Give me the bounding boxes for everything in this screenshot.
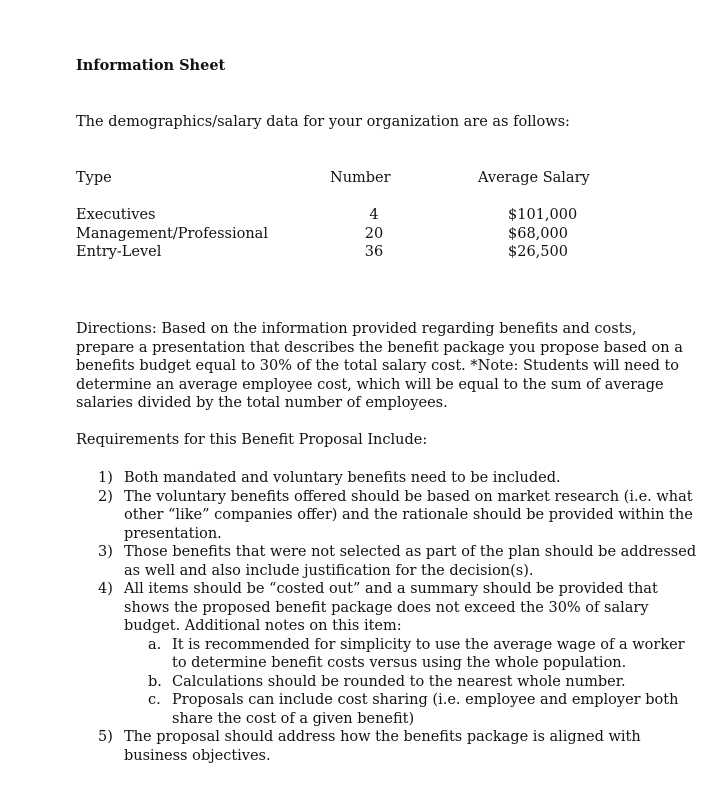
- list-line: Those benefits that were not selected as part of the plan should be addressed: [124, 544, 697, 560]
- requirements-heading: Requirements for this Benefit Proposal Include:: [76, 432, 428, 448]
- list-line: All items should be “costed out” and a summary should be provided that: [124, 581, 658, 597]
- list-line: shows the proposed benefit package does not exceed the 30% of salary: [124, 599, 649, 616]
- list-line: The proposal should address how the benefits package is aligned with: [124, 729, 641, 745]
- page-title: Information Sheet: [76, 57, 226, 74]
- number-cell: 4: [369, 207, 379, 223]
- list-number: 4): [98, 581, 113, 597]
- number-cell: 36: [364, 244, 384, 260]
- header-type: Type: [76, 170, 112, 186]
- list-line: as well and also include justification for the decision(s).: [124, 562, 534, 579]
- list-item: [98, 488, 693, 544]
- list-item: [98, 728, 668, 765]
- type-cell: Executives: [76, 207, 156, 223]
- sub-list-item: [98, 691, 679, 728]
- directions-line: prepare a presentation that describes the benefit package you propose based on a: [76, 339, 683, 356]
- sub-list-line: Calculations should be rounded to the nearest whole number.: [172, 673, 626, 690]
- header-average-salary: Average Salary: [478, 170, 590, 186]
- sub-list-item: [98, 673, 668, 692]
- type-cell: Entry-Level: [76, 244, 162, 260]
- number-column: [350, 206, 398, 262]
- header-number: Number: [330, 170, 391, 186]
- sub-list-letter: b.: [148, 673, 162, 690]
- directions-line: benefits budget equal to 30% of the total salary cost. *Note: Students will need to: [76, 358, 680, 374]
- sub-list-item: [98, 636, 685, 673]
- number-cell: 20: [364, 225, 384, 242]
- list-number: 2): [98, 488, 113, 505]
- list-number: 5): [98, 729, 113, 745]
- requirements-list: [98, 469, 697, 765]
- list-line: presentation.: [124, 525, 222, 542]
- list-line: Both mandated and voluntary benefits need to be included.: [124, 470, 561, 486]
- list-line: business objectives.: [124, 747, 271, 764]
- type-column: [76, 206, 268, 262]
- sub-list-letter: a.: [148, 636, 162, 653]
- sub-list-line: to determine benefit costs versus using the whole population.: [172, 655, 627, 671]
- intro-text: The demographics/salary data for your organization are as follows:: [76, 114, 570, 130]
- sub-list-line: share the cost of a given benefit): [172, 710, 415, 727]
- sub-list-line: Proposals can include cost sharing (i.e. employee and employer both: [172, 692, 679, 708]
- list-item: [98, 469, 668, 488]
- type-cell: Management/Professional: [76, 225, 268, 242]
- salary-cell: $68,000: [508, 225, 568, 242]
- list-item: [98, 543, 697, 580]
- list-line: other “like” companies offer) and the rationale should be provided within the: [124, 507, 693, 523]
- salary-column: [508, 206, 577, 262]
- list-line: budget. Additional notes on this item:: [124, 618, 402, 634]
- salary-cell: $101,000: [508, 207, 578, 223]
- sub-list-letter: c.: [148, 692, 161, 708]
- salary-cell: $26,500: [508, 244, 568, 260]
- directions-paragraph: [76, 320, 683, 413]
- directions-line: determine an average employee cost, which will be equal to the sum of average: [76, 376, 664, 393]
- directions-line: salaries divided by the total number of employees.: [76, 395, 448, 411]
- list-line: The voluntary benefits offered should be based on market research (i.e. what: [124, 488, 693, 505]
- list-number: 3): [98, 544, 113, 560]
- directions-line: Directions: Based on the information provided regarding benefits and costs,: [76, 321, 637, 337]
- sub-list-line: It is recommended for simplicity to use the average wage of a worker: [172, 636, 685, 653]
- list-item: [98, 580, 668, 636]
- list-number: 1): [98, 470, 113, 486]
